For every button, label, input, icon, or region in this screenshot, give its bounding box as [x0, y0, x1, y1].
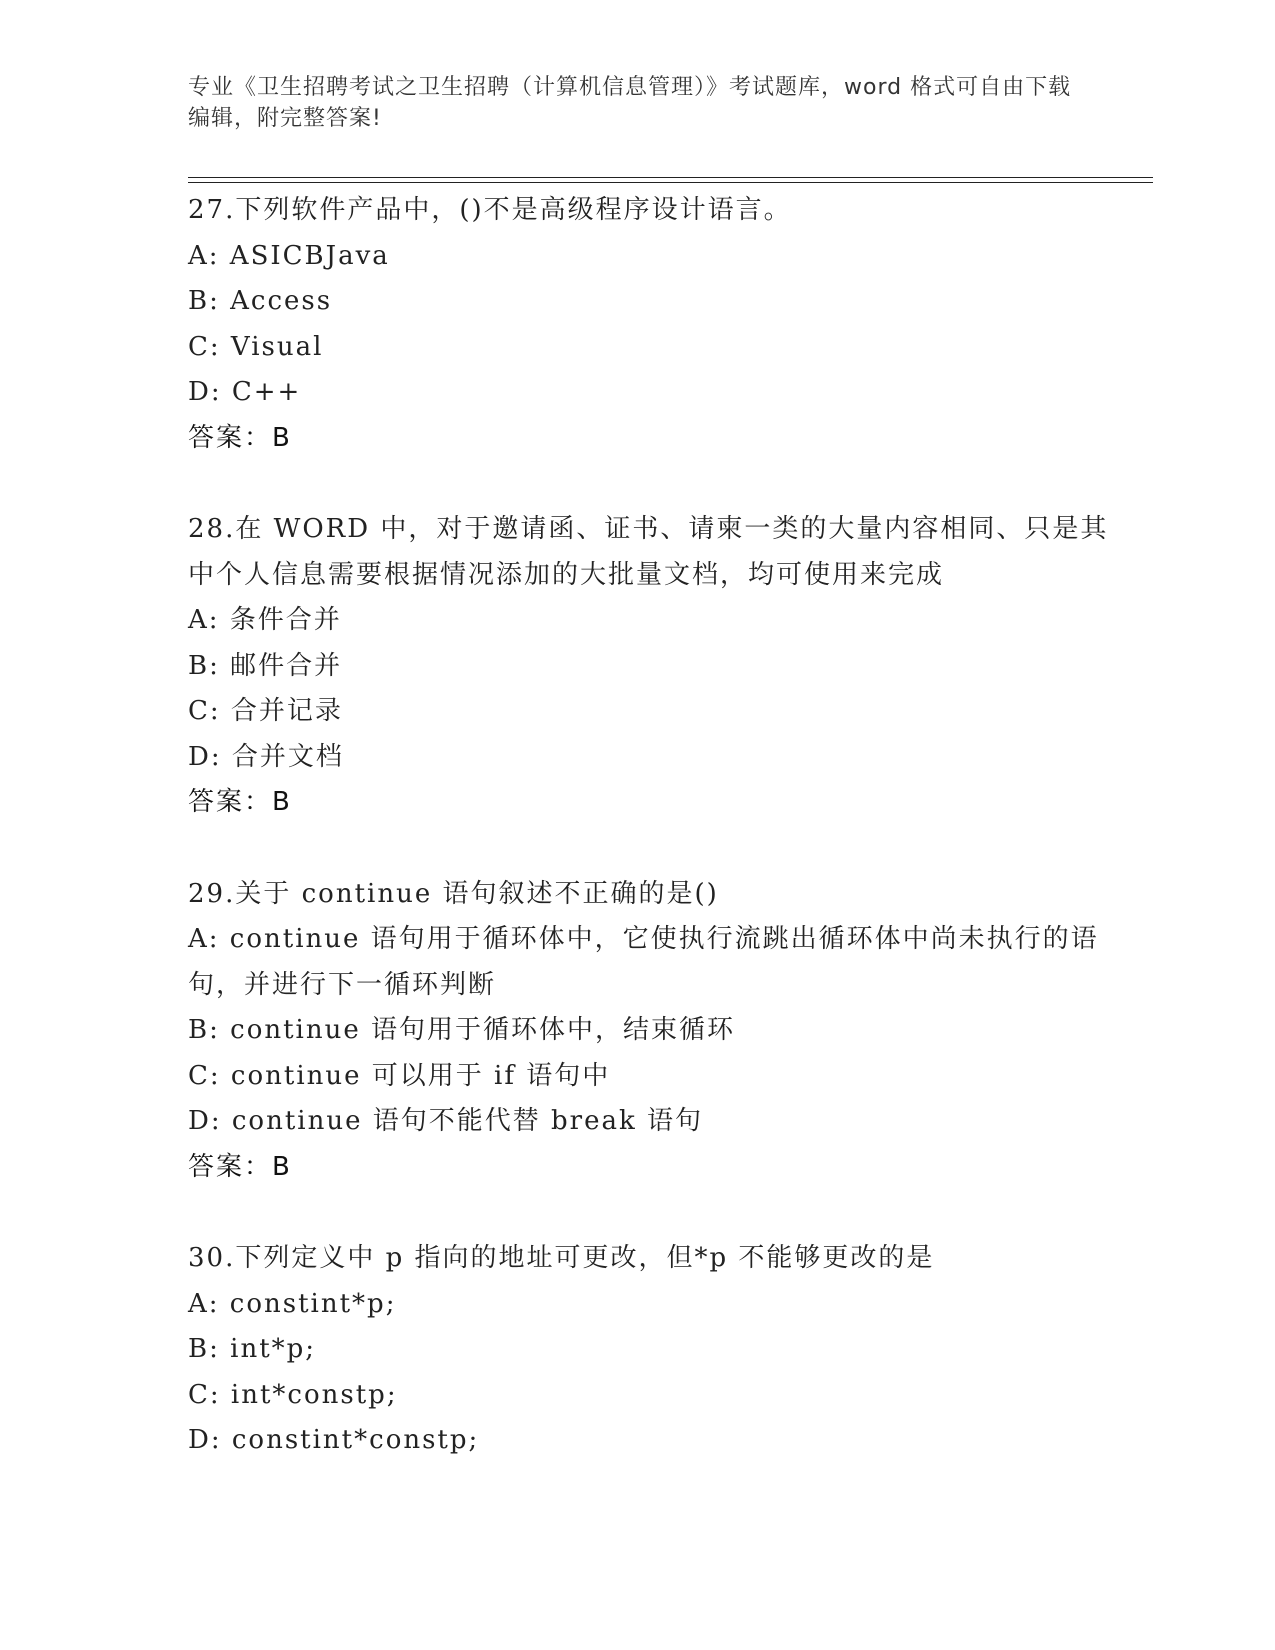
option-a: A: ASICBJava [188, 240, 390, 271]
option-c: C: int*constp; [188, 1379, 398, 1410]
question-stem: 28.在 WORD 中，对于邀请函、证书、请柬一类的大量内容相同、只是其中个人信息需要根据情况添加的大批量文档，均可使用来完成 [188, 514, 1109, 590]
answer: 答案：B [188, 1151, 292, 1182]
answer: 答案：B [188, 422, 292, 453]
question-28 [188, 507, 1128, 826]
option-b: B: Access [188, 286, 333, 316]
question-27 [188, 188, 1128, 461]
option-d: D: constint*constp; [188, 1425, 480, 1455]
question-stem: 29.关于 continue 语句叙述不正确的是() [188, 878, 719, 909]
option-d: D: continue 语句不能代替 break 语句 [188, 1106, 703, 1136]
document-header: 专业《卫生招聘考试之卫生招聘（计算机信息管理）》考试题库，word 格式可自由下载编辑，附完整答案! [188, 75, 1072, 131]
question-stem: 27.下列软件产品中，()不是高级程序设计语言。 [188, 195, 792, 225]
question-list [188, 188, 1128, 1510]
option-a: A: constint*p; [188, 1288, 397, 1319]
option-a: A: 条件合并 [188, 605, 342, 635]
option-a: A: continue 语句用于循环体中，它使执行流跳出循环体中尚未执行的语句，并进行下一循环判断 [188, 924, 1099, 1000]
option-c: C: 合并记录 [188, 696, 343, 726]
answer: 答案：B [188, 787, 292, 817]
question-stem: 30.下列定义中 p 指向的地址可更改，但*p 不能够更改的是 [188, 1243, 935, 1273]
option-d: D: C++ [188, 377, 302, 407]
option-c: C: Visual [188, 331, 324, 362]
option-b: B: 邮件合并 [188, 650, 343, 681]
option-b: B: continue 语句用于循环体中，结束循环 [188, 1015, 735, 1045]
question-30 [188, 1236, 1128, 1464]
question-29 [188, 872, 1128, 1191]
option-b: B: int*p; [188, 1334, 317, 1364]
option-d: D: 合并文档 [188, 741, 344, 772]
header-divider-bottom [188, 182, 1153, 183]
option-c: C: continue 可以用于 if 语句中 [188, 1060, 611, 1091]
header-divider-top [188, 177, 1153, 178]
